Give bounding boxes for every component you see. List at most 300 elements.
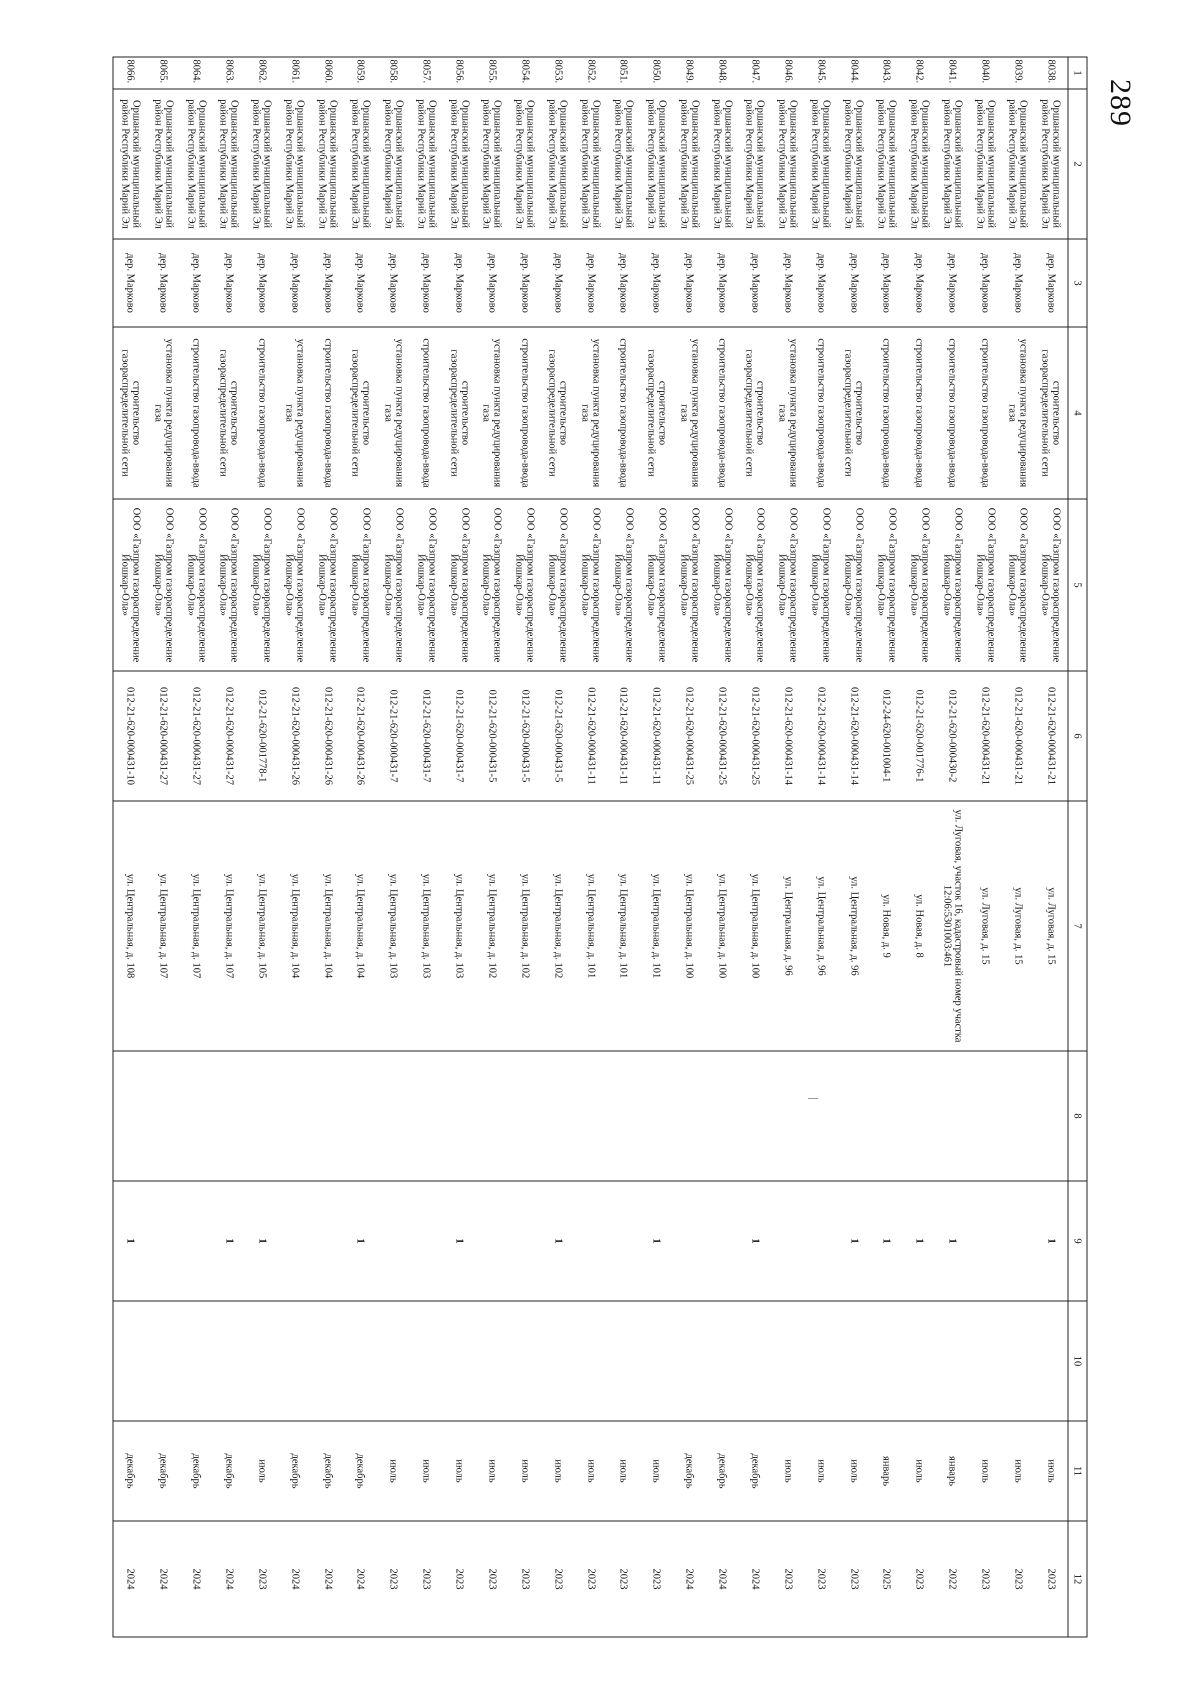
organization-cell: ООО «Газпром газораспределение Йошкар-Ола» [213,499,246,671]
year-cell: 2023 [443,1521,476,1637]
address-cell: ул. Центральная, д. 105 [245,801,278,1051]
settlement-cell: дер. Марково [574,239,607,327]
address-cell: ул. Центральная, д. 102 [508,801,541,1051]
table-row [804,57,837,1637]
col8-cell [1034,1051,1068,1181]
table-row [410,57,443,1637]
col10-cell [541,1301,574,1421]
month-cell: декабрь [180,1421,213,1521]
month-cell: декабрь [311,1421,344,1521]
col10-cell [508,1301,541,1421]
address-cell: ул. Центральная, д. 101 [640,801,673,1051]
col8-cell [969,1051,1002,1181]
district-cell: Оршанский муниципальный район Республики Марий Эл [771,89,804,239]
address-cell: ул. Центральная, д. 100 [673,801,706,1051]
col8-cell [673,1051,706,1181]
table-row [245,57,278,1637]
column-header-3: 3 [1068,239,1087,327]
district-cell: Оршанский муниципальный район Республики Марий Эл [311,89,344,239]
col8-cell [245,1051,278,1181]
month-cell: январь [870,1421,903,1521]
col10-cell [607,1301,640,1421]
table-row [147,57,180,1637]
organization-cell: ООО «Газпром газораспределение Йошкар-Ола» [541,499,574,671]
organization-cell: ООО «Газпром газораспределение Йошкар-Ола» [673,499,706,671]
col8-cell [213,1051,246,1181]
organization-cell: ООО «Газпром газораспределение Йошкар-Ола» [903,499,936,671]
month-cell: декабрь [278,1421,311,1521]
work-type-cell: строительство газопровода-ввода [180,327,213,499]
row-number: 8043. [870,57,903,89]
year-cell: 2023 [903,1521,936,1637]
col10-cell [410,1301,443,1421]
row-number: 8048. [706,57,739,89]
col8-cell [1002,1051,1035,1181]
organization-cell: ООО «Газпром газораспределение Йошкар-Ола» [1002,499,1035,671]
col10-cell [245,1301,278,1421]
table-row [541,57,574,1637]
organization-cell: ООО «Газпром газораспределение Йошкар-Ола» [443,499,476,671]
month-cell: июль [607,1421,640,1521]
district-cell: Оршанский муниципальный район Республики Марий Эл [147,89,180,239]
column-header-6: 6 [1068,671,1087,801]
settlement-cell: дер. Марково [508,239,541,327]
district-cell: Оршанский муниципальный район Республики Марий Эл [706,89,739,239]
code-cell: 012-21-620-000431-11 [607,671,640,801]
district-cell: Оршанский муниципальный район Республики Марий Эл [1002,89,1035,239]
district-cell: Оршанский муниципальный район Республики Марий Эл [640,89,673,239]
address-cell: ул. Центральная, д. 104 [344,801,377,1051]
code-cell: 012-21-620-000430-2 [936,671,969,801]
code-cell: 012-21-620-000431-26 [344,671,377,801]
table-row [640,57,673,1637]
organization-cell: ООО «Газпром газораспределение Йошкар-Ола» [278,499,311,671]
district-cell: Оршанский муниципальный район Республики Марий Эл [837,89,870,239]
col8-cell [870,1051,903,1181]
col8-cell [508,1051,541,1181]
table-row [180,57,213,1637]
column-header-7: 7 [1068,801,1087,1051]
col9-cell [771,1181,804,1301]
code-cell: 012-21-620-000431-5 [541,671,574,801]
col9-cell: 1 [541,1181,574,1301]
district-cell: Оршанский муниципальный район Республики Марий Эл [476,89,509,239]
col9-cell: 1 [213,1181,246,1301]
col8-cell [706,1051,739,1181]
col8-cell [771,1051,804,1181]
col10-cell [870,1301,903,1421]
table-row [607,57,640,1637]
settlement-cell: дер. Марково [936,239,969,327]
month-cell: июль [804,1421,837,1521]
row-number: 8057. [410,57,443,89]
column-header-11: 11 [1068,1421,1087,1521]
col9-cell: 1 [870,1181,903,1301]
col9-cell: 1 [640,1181,673,1301]
settlement-cell: дер. Марково [739,239,772,327]
work-type-cell: строительство газораспределительной сети [344,327,377,499]
settlement-cell: дер. Марково [113,239,147,327]
organization-cell: ООО «Газпром газораспределение Йошкар-Ола» [574,499,607,671]
year-cell: 2023 [508,1521,541,1637]
table-row [113,57,147,1637]
col8-cell [443,1051,476,1181]
address-cell: ул. Луговая, д. 15 [1034,801,1068,1051]
address-cell: ул. Центральная, д. 102 [476,801,509,1051]
settlement-cell: дер. Марково [245,239,278,327]
organization-cell: ООО «Газпром газораспределение Йошкар-Ола» [771,499,804,671]
address-cell: ул. Центральная, д. 101 [607,801,640,1051]
col10-cell [311,1301,344,1421]
district-cell: Оршанский муниципальный район Республики Марий Эл [213,89,246,239]
organization-cell: ООО «Газпром газораспределение Йошкар-Ола» [311,499,344,671]
month-cell: июль [969,1421,1002,1521]
month-cell: июль [541,1421,574,1521]
month-cell: декабрь [706,1421,739,1521]
address-cell: ул. Центральная, д. 104 [311,801,344,1051]
month-cell: июль [377,1421,410,1521]
row-number: 8045. [804,57,837,89]
year-cell: 2023 [969,1521,1002,1637]
row-number: 8050. [640,57,673,89]
year-cell: 2023 [410,1521,443,1637]
col8-cell [377,1051,410,1181]
settlement-cell: дер. Марково [607,239,640,327]
col9-cell [607,1181,640,1301]
settlement-cell: дер. Марково [410,239,443,327]
work-type-cell: строительство газопровода-ввода [410,327,443,499]
organization-cell: ООО «Газпром газораспределение Йошкар-Ола» [804,499,837,671]
col9-cell: 1 [443,1181,476,1301]
month-cell: июль [476,1421,509,1521]
settlement-cell: дер. Марково [311,239,344,327]
table-row [278,57,311,1637]
district-cell: Оршанский муниципальный район Республики Марий Эл [344,89,377,239]
district-cell: Оршанский муниципальный район Республики Марий Эл [1034,89,1068,239]
col9-cell [377,1181,410,1301]
table-row [903,57,936,1637]
row-number: 8065. [147,57,180,89]
row-number: 8060. [311,57,344,89]
settlement-cell: дер. Марково [903,239,936,327]
work-type-cell: строительство газопровода-ввода [607,327,640,499]
organization-cell: ООО «Газпром газораспределение Йошкар-Ола» [969,499,1002,671]
year-cell: 2023 [476,1521,509,1637]
district-cell: Оршанский муниципальный район Республики Марий Эл [245,89,278,239]
year-cell: 2024 [213,1521,246,1637]
district-cell: Оршанский муниципальный район Республики Марий Эл [180,89,213,239]
month-cell: декабрь [113,1421,147,1521]
work-type-cell: строительство газопровода-ввода [969,327,1002,499]
code-cell: 012-21-620-000431-25 [739,671,772,801]
district-cell: Оршанский муниципальный район Республики Марий Эл [936,89,969,239]
col8-cell [476,1051,509,1181]
address-cell: ул. Центральная, д. 101 [574,801,607,1051]
month-cell: декабрь [147,1421,180,1521]
col9-cell [147,1181,180,1301]
month-cell: июль [837,1421,870,1521]
row-number: 8058. [377,57,410,89]
code-cell: 012-21-620-001776-1 [903,671,936,801]
organization-cell: ООО «Газпром газораспределение Йошкар-Ола» [640,499,673,671]
col10-cell [804,1301,837,1421]
settlement-cell: дер. Марково [147,239,180,327]
column-header-9: 9 [1068,1181,1087,1301]
month-cell: декабрь [213,1421,246,1521]
table-row [870,57,903,1637]
code-cell: 012-21-620-000431-14 [771,671,804,801]
organization-cell: ООО «Газпром газораспределение Йошкар-Ола» [147,499,180,671]
col10-cell [443,1301,476,1421]
year-cell: 2024 [706,1521,739,1637]
table-row [837,57,870,1637]
col8-cell [410,1051,443,1181]
col10-cell [640,1301,673,1421]
column-header-4: 4 [1068,327,1087,499]
row-number: 8041. [936,57,969,89]
month-cell: декабрь [673,1421,706,1521]
settlement-cell: дер. Марково [377,239,410,327]
table-row [969,57,1002,1637]
col10-cell [476,1301,509,1421]
col9-cell: 1 [113,1181,147,1301]
settlement-cell: дер. Марково [837,239,870,327]
work-type-cell: установка пункта редуцирования газа [771,327,804,499]
code-cell: 012-21-620-000431-21 [1034,671,1068,801]
district-cell: Оршанский муниципальный район Республики Марий Эл [607,89,640,239]
year-cell: 2024 [278,1521,311,1637]
organization-cell: ООО «Газпром газораспределение Йошкар-Ола» [1034,499,1068,671]
gasification-table [113,57,1088,1638]
col9-cell [706,1181,739,1301]
address-cell: ул. Центральная, д. 108 [113,801,147,1051]
code-cell: 012-21-620-000431-11 [574,671,607,801]
col8-cell [344,1051,377,1181]
row-number: 8056. [443,57,476,89]
col8-cell [640,1051,673,1181]
col10-cell [213,1301,246,1421]
district-cell: Оршанский муниципальный район Республики Марий Эл [113,89,147,239]
work-type-cell: строительство газораспределительной сети [113,327,147,499]
col10-cell [739,1301,772,1421]
col9-cell [180,1181,213,1301]
col8-cell [903,1051,936,1181]
column-header-8: 8 [1068,1051,1087,1181]
address-cell: ул. Центральная, д. 103 [410,801,443,1051]
page-number: 289 [1104,79,1137,127]
month-cell: июль [1002,1421,1035,1521]
col9-cell: 1 [903,1181,936,1301]
month-cell: июль [903,1421,936,1521]
col9-cell: 1 [936,1181,969,1301]
scan-mark [808,1098,818,1099]
table-row [443,57,476,1637]
settlement-cell: дер. Марково [180,239,213,327]
code-cell: 012-21-620-000431-26 [278,671,311,801]
settlement-cell: дер. Марково [1002,239,1035,327]
row-number: 8040. [969,57,1002,89]
work-type-cell: установка пункта редуцирования газа [278,327,311,499]
col10-cell [771,1301,804,1421]
work-type-cell: установка пункта редуцирования газа [147,327,180,499]
col9-cell [508,1181,541,1301]
col9-cell [410,1181,443,1301]
col9-cell: 1 [245,1181,278,1301]
organization-cell: ООО «Газпром газораспределение Йошкар-Ола» [377,499,410,671]
month-cell: июль [1034,1421,1068,1521]
col8-cell [936,1051,969,1181]
year-cell: 2024 [113,1521,147,1637]
col10-cell [377,1301,410,1421]
month-cell: январь [936,1421,969,1521]
settlement-cell: дер. Марково [870,239,903,327]
code-cell: 012-21-620-001778-1 [245,671,278,801]
row-number: 8039. [1002,57,1035,89]
year-cell: 2022 [936,1521,969,1637]
address-cell: ул. Центральная, д. 96 [804,801,837,1051]
col8-cell [147,1051,180,1181]
address-cell: ул. Центральная, д. 107 [213,801,246,1051]
address-cell: ул. Центральная, д. 103 [443,801,476,1051]
code-cell: 012-21-620-000431-27 [213,671,246,801]
code-cell: 012-21-620-000431-27 [147,671,180,801]
address-cell: ул. Центральная, д. 102 [541,801,574,1051]
year-cell: 2023 [377,1521,410,1637]
row-number: 8062. [245,57,278,89]
work-type-cell: установка пункта редуцирования газа [377,327,410,499]
address-cell: ул. Центральная, д. 107 [147,801,180,1051]
row-number: 8052. [574,57,607,89]
col9-cell: 1 [344,1181,377,1301]
organization-cell: ООО «Газпром газораспределение Йошкар-Ола» [410,499,443,671]
col10-cell [278,1301,311,1421]
col10-cell [969,1301,1002,1421]
month-cell: июль [771,1421,804,1521]
work-type-cell: строительство газораспределительной сети [541,327,574,499]
district-cell: Оршанский муниципальный район Республики Марий Эл [278,89,311,239]
col9-cell [574,1181,607,1301]
col10-cell [706,1301,739,1421]
code-cell: 012-21-620-000431-14 [837,671,870,801]
district-cell: Оршанский муниципальный район Республики Марий Эл [443,89,476,239]
year-cell: 2023 [607,1521,640,1637]
settlement-cell: дер. Марково [640,239,673,327]
code-cell: 012-21-620-000431-5 [476,671,509,801]
table-row [739,57,772,1637]
month-cell: июль [508,1421,541,1521]
address-cell: ул. Луговая, д. 15 [1002,801,1035,1051]
organization-cell: ООО «Газпром газораспределение Йошкар-Ола» [936,499,969,671]
table-row [936,57,969,1637]
col10-cell [673,1301,706,1421]
code-cell: 012-21-620-000431-21 [1002,671,1035,801]
year-cell: 2024 [344,1521,377,1637]
settlement-cell: дер. Марково [673,239,706,327]
address-cell: ул. Центральная, д. 107 [180,801,213,1051]
code-cell: 012-21-620-000431-10 [113,671,147,801]
year-cell: 2023 [640,1521,673,1637]
col10-cell [1034,1301,1068,1421]
table-row [1002,57,1035,1637]
row-number: 8055. [476,57,509,89]
settlement-cell: дер. Марково [706,239,739,327]
col8-cell [574,1051,607,1181]
table-row [344,57,377,1637]
work-type-cell: строительство газораспределительной сети [1034,327,1068,499]
district-cell: Оршанский муниципальный район Республики Марий Эл [508,89,541,239]
row-number: 8049. [673,57,706,89]
address-cell: ул. Центральная, д. 96 [837,801,870,1051]
column-header-1: 1 [1068,57,1087,89]
year-cell: 2023 [541,1521,574,1637]
address-cell: ул. Центральная, д. 103 [377,801,410,1051]
settlement-cell: дер. Марково [278,239,311,327]
row-number: 8044. [837,57,870,89]
col10-cell [903,1301,936,1421]
month-cell: июль [410,1421,443,1521]
row-number: 8051. [607,57,640,89]
col10-cell [574,1301,607,1421]
work-type-cell: установка пункта редуцирования газа [1002,327,1035,499]
address-cell: ул. Луговая, участок 16, кадастровый номер участка 12:06:5301003:461 [936,801,969,1051]
col8-cell [804,1051,837,1181]
row-number: 8066. [113,57,147,89]
col10-cell [180,1301,213,1421]
year-cell: 2024 [147,1521,180,1637]
year-cell: 2023 [771,1521,804,1637]
month-cell: июль [443,1421,476,1521]
month-cell: декабрь [739,1421,772,1521]
settlement-cell: дер. Марково [213,239,246,327]
work-type-cell: строительство газопровода-ввода [804,327,837,499]
district-cell: Оршанский муниципальный район Республики Марий Эл [969,89,1002,239]
code-cell: 012-21-620-000431-21 [969,671,1002,801]
col10-cell [113,1301,147,1421]
work-type-cell: строительство газораспределительной сети [213,327,246,499]
col10-cell [344,1301,377,1421]
col8-cell [837,1051,870,1181]
table-row [311,57,344,1637]
col8-cell [180,1051,213,1181]
settlement-cell: дер. Марково [344,239,377,327]
year-cell: 2024 [673,1521,706,1637]
column-header-12: 12 [1068,1521,1087,1637]
col9-cell [476,1181,509,1301]
organization-cell: ООО «Газпром газораспределение Йошкар-Ола» [476,499,509,671]
col10-cell [837,1301,870,1421]
address-cell: ул. Новая, д. 9 [870,801,903,1051]
year-cell: 2023 [574,1521,607,1637]
column-header-5: 5 [1068,499,1087,671]
code-cell: 012-21-620-000431-5 [508,671,541,801]
organization-cell: ООО «Газпром газораспределение Йошкар-Ола» [245,499,278,671]
row-number: 8063. [213,57,246,89]
code-cell: 012-21-620-000431-25 [673,671,706,801]
row-number: 8059. [344,57,377,89]
col9-cell: 1 [739,1181,772,1301]
col9-cell [278,1181,311,1301]
col9-cell [673,1181,706,1301]
code-cell: 012-21-620-000431-14 [804,671,837,801]
district-cell: Оршанский муниципальный район Республики Марий Эл [410,89,443,239]
code-cell: 012-24-620-001004-1 [870,671,903,801]
work-type-cell: строительство газопровода-ввода [903,327,936,499]
district-cell: Оршанский муниципальный район Республики Марий Эл [739,89,772,239]
table-row [377,57,410,1637]
settlement-cell: дер. Марково [804,239,837,327]
row-number: 8038. [1034,57,1068,89]
col8-cell [607,1051,640,1181]
